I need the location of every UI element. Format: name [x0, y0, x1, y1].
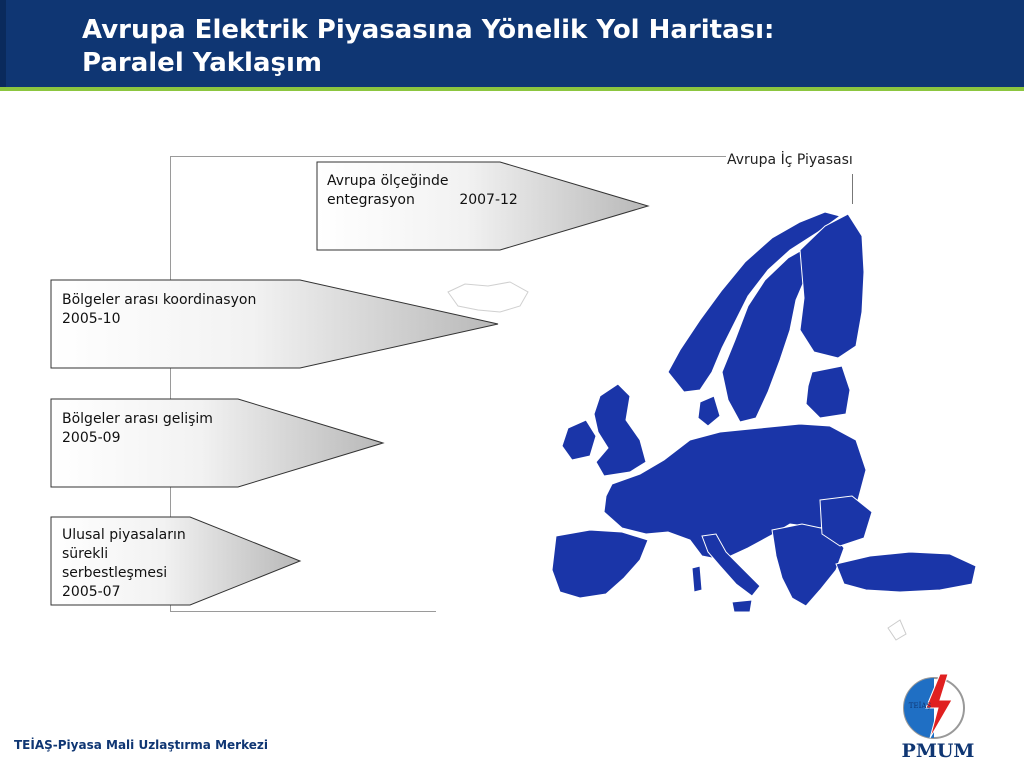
sardinia-shape: [692, 566, 702, 592]
baltics-shape: [806, 366, 850, 418]
step-1-text: [327, 172, 518, 210]
sicily-shape: [732, 600, 752, 612]
ireland-shape: [562, 420, 596, 460]
map-label-leader-line: [852, 174, 853, 204]
pmum-logo: [896, 664, 980, 764]
iberia-shape: [552, 530, 648, 598]
footer-organization: TEİAŞ-Piyasa Mali Uzlaştırma Merkezi: [14, 738, 268, 752]
step-4-line-2: sürekli: [62, 546, 109, 562]
logo-wordmark: PMUM: [901, 740, 975, 762]
step-4-line-3: serbestleşmesi: [62, 565, 168, 581]
step-4-line-1: Ulusal piyasaların: [62, 527, 186, 543]
denmark-shape: [698, 396, 720, 426]
step-1-line-2: entegrasyon 2007-12: [327, 192, 518, 208]
step-4-line-4: 2005-07: [62, 584, 121, 600]
slide-title-line-2: Paralel Yaklaşım: [82, 48, 322, 78]
step-3-line-2: 2005-09: [62, 430, 121, 446]
map-label: Avrupa İç Piyasası: [727, 152, 853, 168]
turkey-shape: [836, 552, 976, 592]
step-1-line-1: Avrupa ölçeğinde: [327, 173, 449, 189]
europe-map: [448, 212, 976, 640]
step-3-text: [62, 410, 213, 448]
cyprus-shape: [888, 620, 906, 640]
step-3-line-1: Bölgeler arası gelişim: [62, 411, 213, 427]
step-2-text: [62, 291, 256, 329]
uk-shape: [594, 384, 646, 476]
step-4-text: [62, 526, 186, 602]
iceland-shape: [448, 282, 528, 312]
slide-title-line-1: Avrupa Elektrik Piyasasına Yönelik Yol Haritası:: [82, 15, 775, 45]
step-2-line-2: 2005-10: [62, 311, 121, 327]
logo-badge-text: TEİAŞ: [908, 702, 932, 710]
step-2-line-1: Bölgeler arası koordinasyon: [62, 292, 257, 308]
